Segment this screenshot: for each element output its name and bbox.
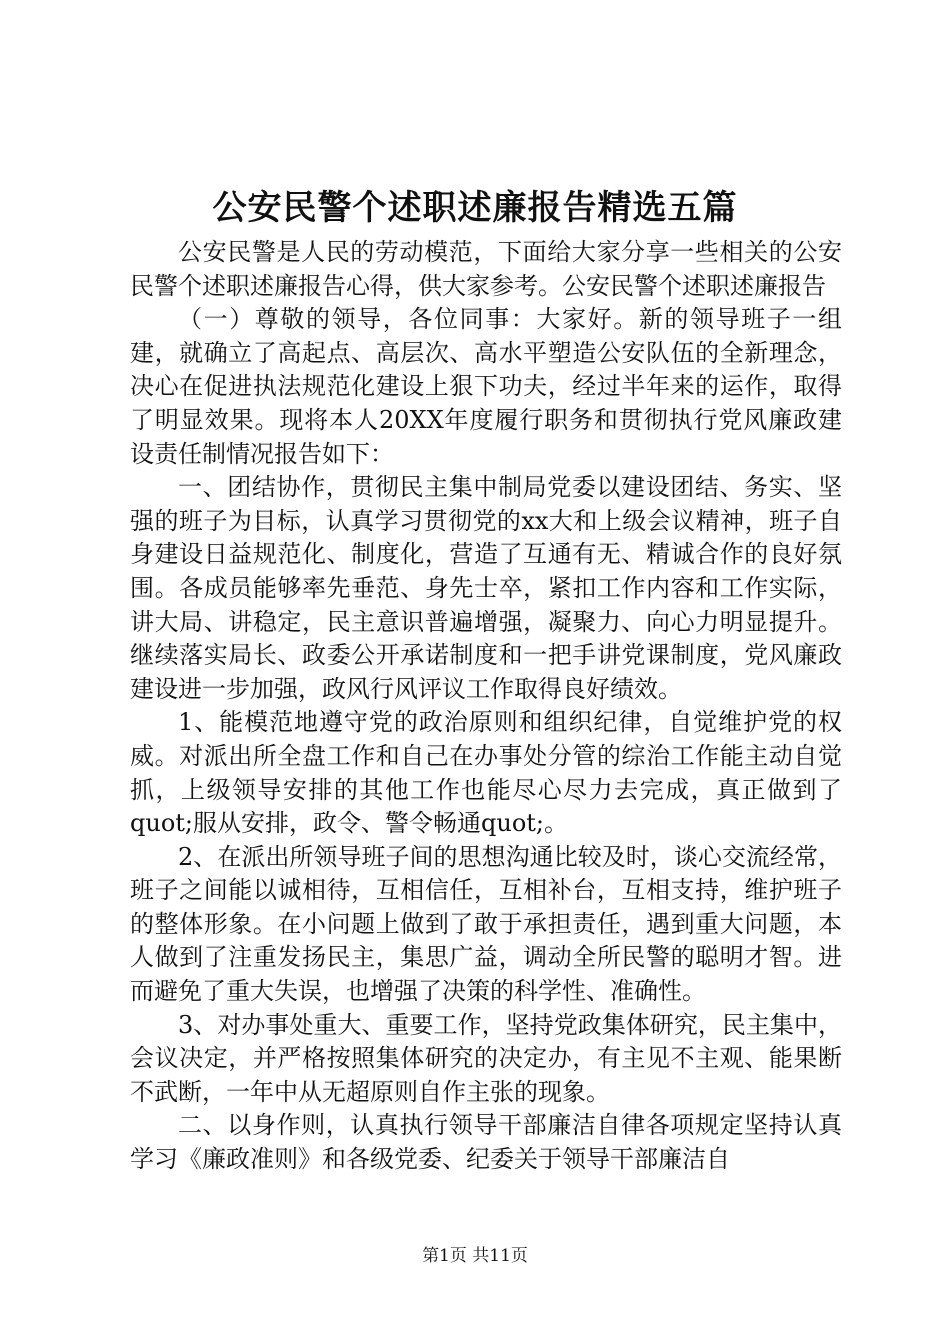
document-body <box>130 236 842 1177</box>
paragraph: 2、在派出所领导班子间的思想沟通比较及时，谈心交流经常，班子之间能以诚相待，互相信任，互相补台，互相支持，维护班子的整体形象。在小问题上做到了敢于承担责任，遇到重大问题，本人做到了注重发扬民主，集思广益，调动全所民警的聪明才智。进而避免了重大失误，也增强了决策的科学性、准确性。 <box>130 842 842 1006</box>
paragraph: （一）尊敬的领导，各位同事：大家好。新的领导班子一组建，就确立了高起点、高层次、高水平塑造公安队伍的全新理念，决心在促进执法规范化建设上狠下功夫，经过半年来的运作，取得了明显效果。现将本人20XX年度履行职务和贯彻执行党风廉政建设责任制情况报告如下： <box>130 305 842 468</box>
paragraph: 3、对办事处重大、重要工作，坚持党政集体研究，民主集中，会议决定，并严格按照集体研究的决定办，有主见不主观、能果断不武断，一年中从无超原则自作主张的现象。 <box>130 1010 842 1106</box>
document-title: 公安民警个述职述廉报告精选五篇 <box>212 188 738 228</box>
paragraph: 1、能模范地遵守党的政治原则和组织纪律，自觉维护党的权威。对派出所全盘工作和自己在办事处分管的综治工作能主动自觉抓，上级领导安排的其他工作也能尽心尽力去完成，真正做到了quot;服从安排，政令、警令畅通quot;。 <box>130 708 842 838</box>
paragraph: 一、团结协作，贯彻民主集中制局党委以建设团结、务实、坚强的班子为目标，认真学习贯彻党的xx大和上级会议精神，班子自身建设日益规范化、制度化，营造了互通有无、精诚合作的良好氛围。各成员能够率先垂范、身先士卒，紧扣工作内容和工作实际，讲大局、讲稳定，民主意识普遍增强，凝聚力、向心力明显提升。继续落实局长、政委公开承诺制度和一把手讲党课制度，党风廉政建设进一步加强，政风行风评议工作取得良好绩效。 <box>130 473 842 703</box>
page-number-footer: 第1页 共11页 <box>422 1246 528 1266</box>
paragraph: 二、以身作则，认真执行领导干部廉洁自律各项规定坚持认真学习《廉政准则》和各级党委、纪委关于领导干部廉洁自 <box>130 1111 842 1174</box>
paragraph: 公安民警是人民的劳动模范，下面给大家分享一些相关的公安民警个述职述廉报告心得，供大家参考。公安民警个述职述廉报告 <box>130 238 842 300</box>
